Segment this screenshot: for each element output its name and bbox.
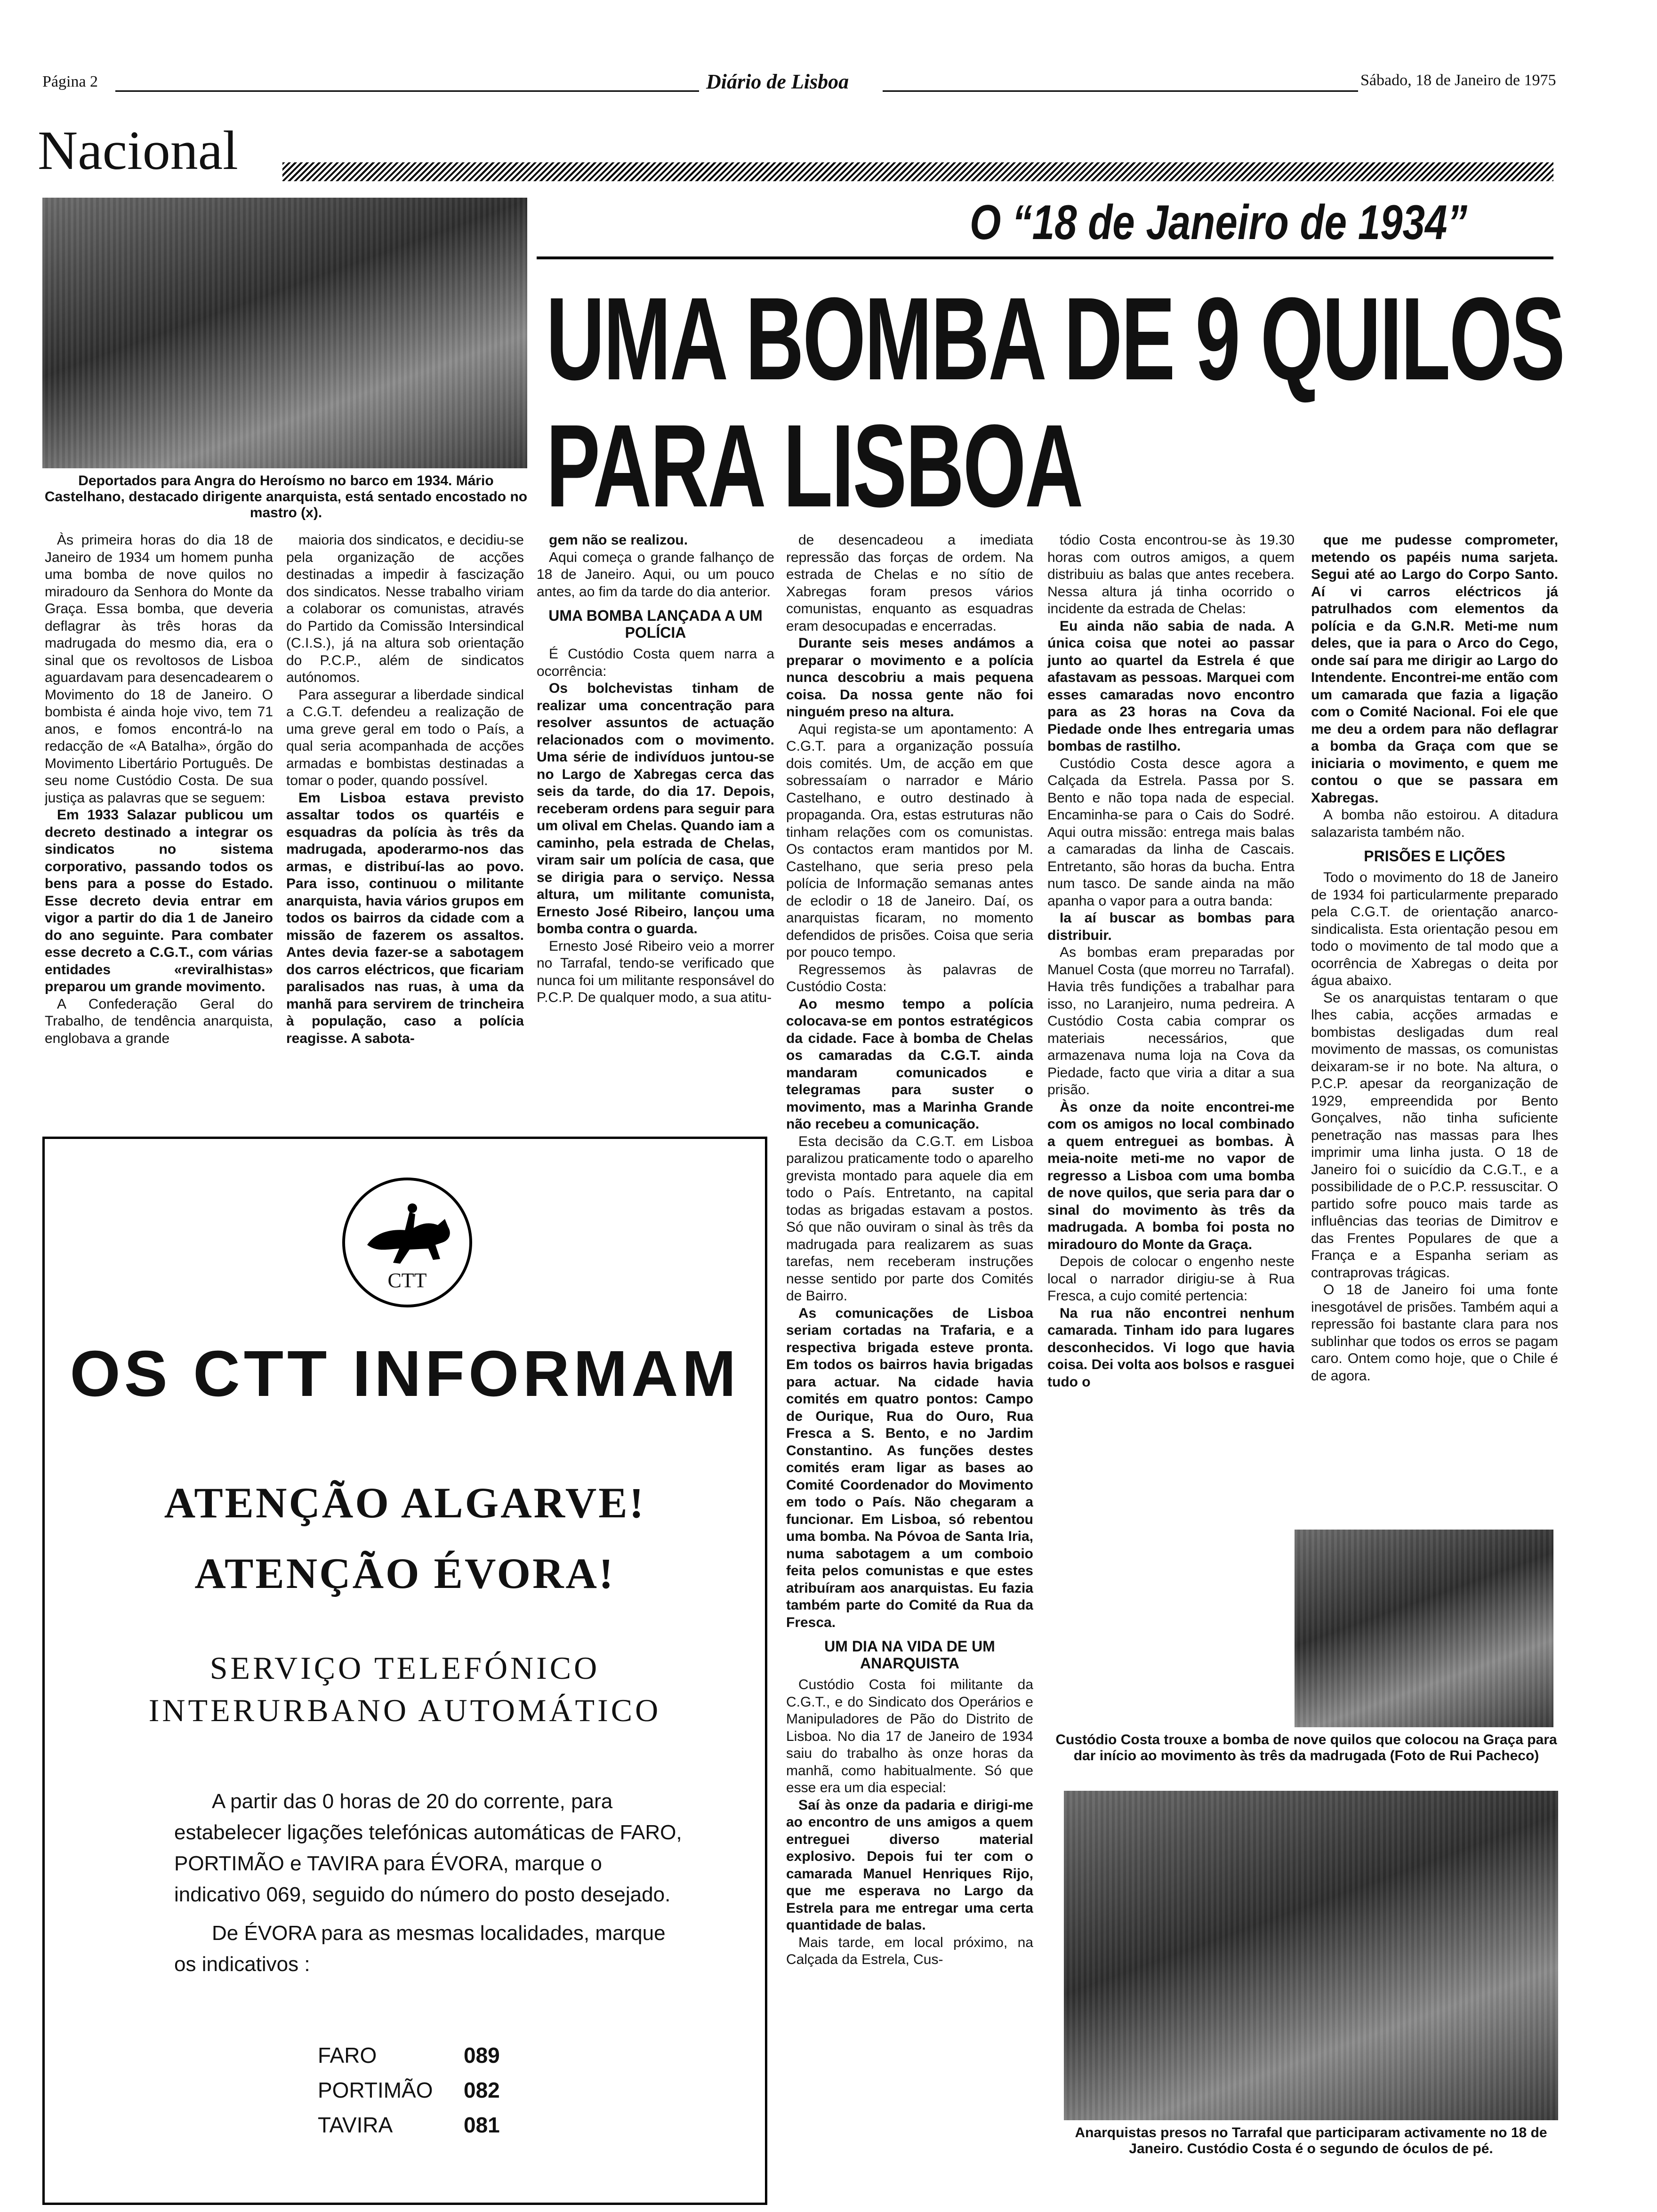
code-row [318,2038,553,2073]
article-column-2 [286,532,524,1115]
paragraph: tódio Costa encontrou-se às 19.30 horas com outros amigos, a quem distribuiu as balas que antes recebera. Nessa altura já tinha ocorrido o incidente da estrada de Chelas: [1047,532,1295,617]
paragraph: Em Lisboa estava previsto assaltar todos os quartéis e esquadras da polícia às três da madrugada, apoderarmo-nos das armas, e distribuí-las ao povo. Para isso, continuou o militante anarquista, havia vários grupos em todos os bairros da cidade com a missão de fazerem os assaltos. Antes devia fazer-se a sabotagem dos carros eléctricos, que ficariam paralisados nas ruas, à uma da manhã para servirem de trincheira à população, caso a polícia reagisse. A sabota- [286,790,524,1046]
paragraph: A Confederação Geral do Trabalho, de tendência anarquista, englobava a grande [45,996,273,1046]
kicker: O “18 de Janeiro de 1934” [970,195,1468,250]
subheading-prisons: PRISÕES E LIÇÕES [1364,848,1505,865]
article-column-5 [1047,532,1295,1487]
paragraph: Ao mesmo tempo a polícia colocava-se em pontos estratégicos da cidade. Face à bomba de Chelas os camaradas da C.G.T. ainda mandaram comunicados e telegramas para suster o movimento, mas a Marinha Grande não recebeu a comunicação. [786,996,1033,1132]
paragraph: A bomba não estoirou. A ditadura salazarista também não. [1311,807,1558,840]
page-number: Página 2 [42,73,98,90]
ad-alert-evora: ATENÇÃO ÉVORA! [194,1549,615,1597]
paragraph: Aqui regista-se um apontamento: A C.G.T. para a organização possuía dois comités. Um, de acção em que sobressaíam o narrador e Mário Castelhano, e outro destinado à propaganda. Ora, estas estruturas não tinham relações com os comunistas. Os contactos eram mantidos por M. Castelhano, que seria preso pela polícia de Informação semanas antes de eclodir o 18 de Janeiro. Daí, os anarquistas ficaram, no momento defendidos de prisões. Coisa que seria por pouco tempo. [786,721,1033,960]
paragraph: Durante seis meses andámos a preparar o movimento e a polícia nunca descobriu a mais pequena coisa. Da nossa gente não foi ninguém preso na altura. [786,635,1033,720]
paragraph: Custódio Costa foi militante da C.G.T., e do Sindicato dos Operários e Manipuladores de Pão do Distrito de Lisboa. No dia 17 de Janeiro de 1934 saiu do trabalho às onze horas da manhã, como habitualmente. Só que esse era um dia especial: [786,1677,1033,1795]
article-column-6 [1311,532,1558,1487]
paragraph: Se os anarquistas tentaram o que lhes cabia, acções armadas e bombistas desligadas dum real movimento de massas, os comunistas deixaram-se ir no bote. Na altura, o P.C.P. apesar da reorganização de 1929, empreendida por Bento Gonçalves, não tinha suficiente penetração nas massas para lhes imprimir uma linha justa. O 18 de Janeiro foi o suicídio da C.G.T., e a possibilidade de o P.C.P. ressuscitar. O partido sofre pouco mais tarde as influências das teorias de Dimitrov e das Frentes Populares de que a França e a Espanha seriam as contraprovas trágicas. [1311,990,1558,1281]
paragraph: Saí às onze da padaria e dirigi-me ao encontro de uns amigos a quem entreguei diverso material explosivo. Depois fui ter com o camarada Manuel Henriques Rijo, que me esperava no Largo da Estrela para me entregar uma certa quantidade de balas. [786,1797,1033,1933]
code-row [318,2108,553,2142]
ctt-advertisement [42,1137,767,2205]
kicker-rule [537,256,1553,259]
code-number: 089 [464,2043,500,2068]
photo-deportees-caption: Deportados para Angra do Heroísmo no barco em 1934. Mário Castelhano, destacado dirigente anarquista, está sentado encostado no mastro (x). [44,473,528,521]
photo-tarrafal-prisoners [1064,1791,1558,2120]
paragraph: que me pudesse comprometer, metendo os papéis numa sarjeta. Segui até ao Largo do Corpo Santo. Aí vi carros eléctricos já patrulhados com elementos da polícia e da G.N.R. Meti-me num deles, que ia para o Arco do Cego, onde saí para me dirigir ao Largo do Intendente. Encontrei-me então com um camarada que fazia a ligação com o Comité Nacional. Foi ele que me deu a ordem para não deflagrar a bomba da Graça com que se iniciaria o movimento, e quem me contou o que se passara em Xabregas. [1311,532,1558,806]
ad-body-paragraph: A partir das 0 horas de 20 do corrente, para estabelecer ligações telefónicas automáticas de FARO, PORTIMÃO e TAVIRA para ÉVORA, marque o indicativo 069, seguido do número do posto desejado. [174,1790,682,1906]
photo-deportees-boat [42,198,527,468]
masthead-rule-left [115,90,699,92]
subheading-anarchist-day: UM DIA NA VIDA DE UM ANARQUISTA [824,1638,995,1672]
paragraph: Depois de colocar o engenho neste local o narrador dirigiu-se à Rua Fresca, a cujo comité pertencia: [1047,1254,1295,1304]
photo-custodio-costa [1295,1530,1553,1727]
masthead-rule-right [883,90,1358,92]
ad-service-line2: INTERURBANO AUTOMÁTICO [148,1692,661,1728]
ad-body-paragraph: De ÉVORA para as mesmas localidades, marque os indicativos : [174,1922,666,1976]
headline-line2: PARA LISBOA [546,400,1082,531]
paragraph: É Custódio Costa quem narra a ocorrência: [537,646,774,679]
headline-line1: UMA BOMBA DE 9 QUILOS [546,273,1564,404]
code-number: 082 [464,2078,500,2102]
paragraph: As bombas eram preparadas por Manuel Costa (que morreu no Tarrafal). Havia três fundições a trabalhar para isso, no Laranjeiro, numa pedreira. A Custódio Costa cabia comprar os materiais necessários, que armazenava numa loja na Cova da Piedade, facto que viria a ditar a sua prisão. [1047,945,1295,1098]
paragraph: gem não se realizou. [549,532,688,548]
ad-dialing-codes [318,2038,553,2142]
code-number: 081 [464,2113,500,2137]
paragraph: Na rua não encontrei nenhum camarada. Tinham ido para lugares desconhecidos. Vi logo que havia coisa. Dei volta aos bolsos e rasguei tudo o [1047,1305,1295,1390]
article-column-1 [45,532,273,1115]
paragraph: Todo o movimento do 18 de Janeiro de 1934 foi particularmente preparado pela C.G.T. de orientação anarco-sindicalista. Esta orientação pesou em todo o movimento de tal modo que a ocorrência de Xabregas o deita por água abaixo. [1311,870,1558,988]
ad-title: OS CTT INFORMAM [70,1338,740,1410]
photo-tarrafal-caption: Anarquistas presos no Tarrafal que participaram activamente no 18 de Janeiro. Custódio Costa é o segundo de óculos de pé. [1075,2125,1547,2156]
article-column-3 [537,532,774,1115]
paragraph: maioria dos sindicatos, e decidiu-se pela organização de acções destinadas a impedir à fascização dos sindicatos. Nesse trabalho viriam a colaborar os comunistas, através do Partido da Comissão Intersindical (C.I.S.), já na altura sob orientação do P.C.P., além de sindicatos autónomos. [286,532,524,685]
newspaper-name: Diário de Lisboa [706,70,849,93]
paragraph: Aqui começa o grande falhanço de 18 de Janeiro. Aqui, ou um pouco antes, ao fim da tarde do dia anterior. [537,549,774,600]
article-column-4 [786,532,1033,2207]
code-row [318,2073,553,2108]
code-place: TAVIRA [318,2113,393,2137]
code-place: FARO [318,2043,377,2068]
paragraph: Em 1933 Salazar publicou um decreto destinado a integrar os sindicatos no sistema corporativo, passando todos os bens para a posse do Estado. Esse decreto devia entrar em vigor a partir do dia 1 de Janeiro do ano seguinte. Para combater esse decreto a C.G.T., com várias entidades «reviralhistas» preparou um grande movimento. [45,807,273,994]
subheading-bomb: UMA BOMBA LANÇADA A UM POLÍCIA [548,607,763,641]
paragraph: Às onze da noite encontrei-me com os amigos no local combinado a quem entreguei as bombas. À meia-noite meti-me no vapor de regresso a Lisboa com uma bomba de nove quilos, que seria para dar o sinal do movimento às três da madrugada. A bomba foi posta no miradouro do Monte da Graça. [1047,1099,1295,1252]
paragraph: Para assegurar a liberdade sindical a C.G.T. defendeu a realização de uma greve geral em todo o País, a qual seria acompanhada de acções armadas e bombistas destinadas a tomar o poder, quando possível. [286,687,524,788]
ad-alert-algarve: ATENÇÃO ALGARVE! [164,1479,646,1527]
code-place: PORTIMÃO [318,2078,433,2102]
photo-custodio-costa-caption: Custódio Costa trouxe a bomba de nove quilos que colocou na Graça para dar início ao movimento às três da madrugada (Foto de Rui Pacheco) [1055,1732,1557,1763]
ad-service-line1: SERVIÇO TELEFÓNICO [209,1650,600,1686]
paragraph: Ernesto José Ribeiro veio a morrer no Tarrafal, tendo-se verificado que nunca foi um militante responsável do P.C.P. De qualquer modo, a sua atitu- [537,938,774,1005]
paragraph: Esta decisão da C.G.T. em Lisboa paralizou praticamente todo o aparelho grevista montado para aquele dia em todo o País. Entretanto, na capital todas as brigadas estavam a postos. Só que não ouviram o sinal às três da madrugada para realizarem as suas tarefas, nem receberam instruções nesse sentido por parte dos Comités de Bairro. [786,1133,1033,1304]
paragraph: Ia aí buscar as bombas para distribuir. [1047,910,1295,943]
paragraph: de desencadeou a imediata repressão das forças de ordem. Na estrada de Chelas e no sítio de Xabregas foram presos vários comunistas, enquanto as esquadras eram desocupadas e encerradas. [786,532,1033,634]
paragraph: Mais tarde, em local próximo, na Calçada da Estrela, Cus- [786,1934,1033,1967]
paragraph: Às primeira horas do dia 18 de Janeiro de 1934 um homem punha uma bomba de nove quilos no miradouro da Senhora do Monte da Graça. Essa bomba, que deveria deflagrar às três horas da madrugada do mesmo dia, era o sinal que os revoltosos de Lisboa aguardavam para desencadearem o Movimento do 18 de Janeiro. O bombista é ainda hoje vivo, tem 71 anos, e fomos encontrá-lo na redacção de «A Batalha», órgão do Movimento Libertário Português. De seu nome Custódio Costa. De sua justiça as palavras que se seguem: [45,532,273,806]
ctt-logo-text: CTT [387,1269,427,1292]
paragraph: As comunicações de Lisboa seriam cortadas na Trafaria, e a respectiva brigada esteve pronta. Em todos os bairros havia brigadas para actuar. Na cidade havia comités em quatro pontos: Campo de Ourique, Rua do Ouro, Rua Fresca a S. Bento, e no Jardim Constantino. As funções destes comités eram ligar as bases ao Comité Coordenador do Movimento em todo o País. Não chegaram a funcionar. Em Lisboa, só rebentou uma bomba. Na Póvoa de Santa Iria, numa sabotagem a um comboio feita pelos comunistas e que estes atribuíram aos anarquistas. Eu fazia também parte do Comité da Rua da Fresca. [786,1305,1033,1630]
issue-date: Sábado, 18 de Janeiro de 1975 [1360,72,1556,89]
paragraph: O 18 de Janeiro foi uma fonte inesgotável de prisões. Também aqui a repressão foi bastante clara para nos sublinhar que todos os erros se pagam caro. Ontem como hoje, que o Chile é de agora. [1311,1282,1558,1384]
paragraph: Custódio Costa desce agora a Calçada da Estrela. Passa por S. Bento e não topa nada de especial. Encaminha-se para o Cais do Sodré. Aqui outra missão: entrega mais balas a camaradas da linha de Cascais. Entretanto, são horas da bucha. Entra num tasco. De sande ainda na mão apanha o vapor para a outra banda: [1047,755,1295,909]
paragraph: Eu ainda não sabia de nada. A única coisa que notei ao passar junto ao quartel da Estrela é que afastavam as pessoas. Marquei com esses camaradas novo encontro para as 23 horas na Cova da Piedade onde lhes entregaria umas bombas de rastilho. [1047,618,1295,754]
paragraph: Regressemos às palavras de Custódio Costa: [786,962,1033,994]
section-hatch-rule [282,162,1553,181]
paragraph: Os bolchevistas tinham de realizar uma concentração para resolver assuntos de actuação relacionados com o movimento. Uma série de indivíduos juntou-se no Largo de Xabregas cerca das seis da tarde, do dia 17. Depois, receberam ordens para seguir para um olival em Chelas. Quando iam a caminho, pela estrada de Chelas, viram sair um polícia de casa, que se dirigia para o serviço. Nessa altura, um militante comunista, Ernesto José Ribeiro, lançou uma bomba contra o guarda. [537,681,774,937]
section-title: Nacional [38,120,238,181]
